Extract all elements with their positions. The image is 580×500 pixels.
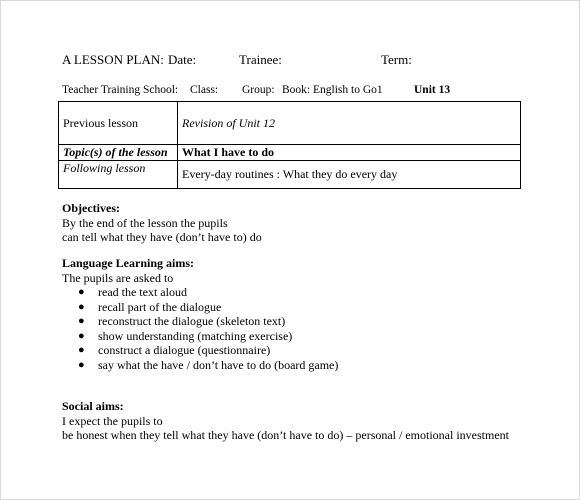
objectives-line: By the end of the lesson the pupils <box>62 215 228 230</box>
list-item: ● read the text aloud <box>78 285 187 299</box>
social-aims-line: I expect the pupils to <box>62 413 163 428</box>
table-row <box>59 145 521 161</box>
language-aims-heading: Language Learning aims: <box>62 256 195 270</box>
table-row <box>59 161 521 189</box>
objectives-heading: Objectives: <box>62 201 120 215</box>
language-aims-section <box>62 256 338 372</box>
book-label: Book: English to Go1 <box>282 84 383 96</box>
lesson-plan-title: A LESSON PLAN: <box>62 52 164 67</box>
bullet-icon: ● <box>78 315 85 327</box>
bullet-icon: ● <box>78 329 85 342</box>
list-item: ● show understanding (matching exercise) <box>78 328 293 343</box>
group-label: Group: <box>242 84 275 96</box>
bullet-icon: ● <box>78 344 85 356</box>
term-label: Term: <box>381 52 412 67</box>
language-aims-intro: The pupils are asked to <box>62 270 174 285</box>
following-lesson-value: Every-day routines : What they do every day <box>178 161 521 189</box>
social-aims-heading: Social aims: <box>62 399 124 413</box>
trainee-label: Trainee: <box>239 52 282 67</box>
objectives-line: can tell what they have (don’t have to) do <box>62 230 262 244</box>
topics-value: What I have to do <box>178 145 521 161</box>
list-item: ● reconstruct the dialogue (skeleton text) <box>78 314 286 328</box>
list-item: ● construct a dialogue (questionnaire) <box>78 343 271 357</box>
following-lesson-label: Following lesson <box>59 161 178 189</box>
topics-label: Topic(s) of the lesson <box>59 145 178 161</box>
objectives-section <box>62 201 262 245</box>
unit-label: Unit 13 <box>414 84 451 96</box>
bullet-icon: ● <box>78 300 85 313</box>
previous-lesson-label: Previous lesson <box>59 102 178 145</box>
bullet-icon: ● <box>78 286 85 298</box>
date-label: Date: <box>168 52 197 67</box>
social-aims-line: be honest when they tell what they have (don’t have to do) – personal / emotional investment <box>62 428 509 442</box>
list-item: ● recall part of the dialogue <box>78 299 222 314</box>
table-row <box>59 102 521 145</box>
bullet-icon: ● <box>78 358 85 371</box>
class-label: Class: <box>190 84 219 96</box>
lesson-table <box>58 101 521 189</box>
social-aims-section <box>62 399 509 443</box>
list-item: ● say what the have / don’t have to do (board game) <box>78 357 339 372</box>
language-aims-list <box>62 285 338 372</box>
previous-lesson-value: Revision of Unit 12 <box>178 102 521 145</box>
school-label: Teacher Training School: <box>62 84 179 96</box>
